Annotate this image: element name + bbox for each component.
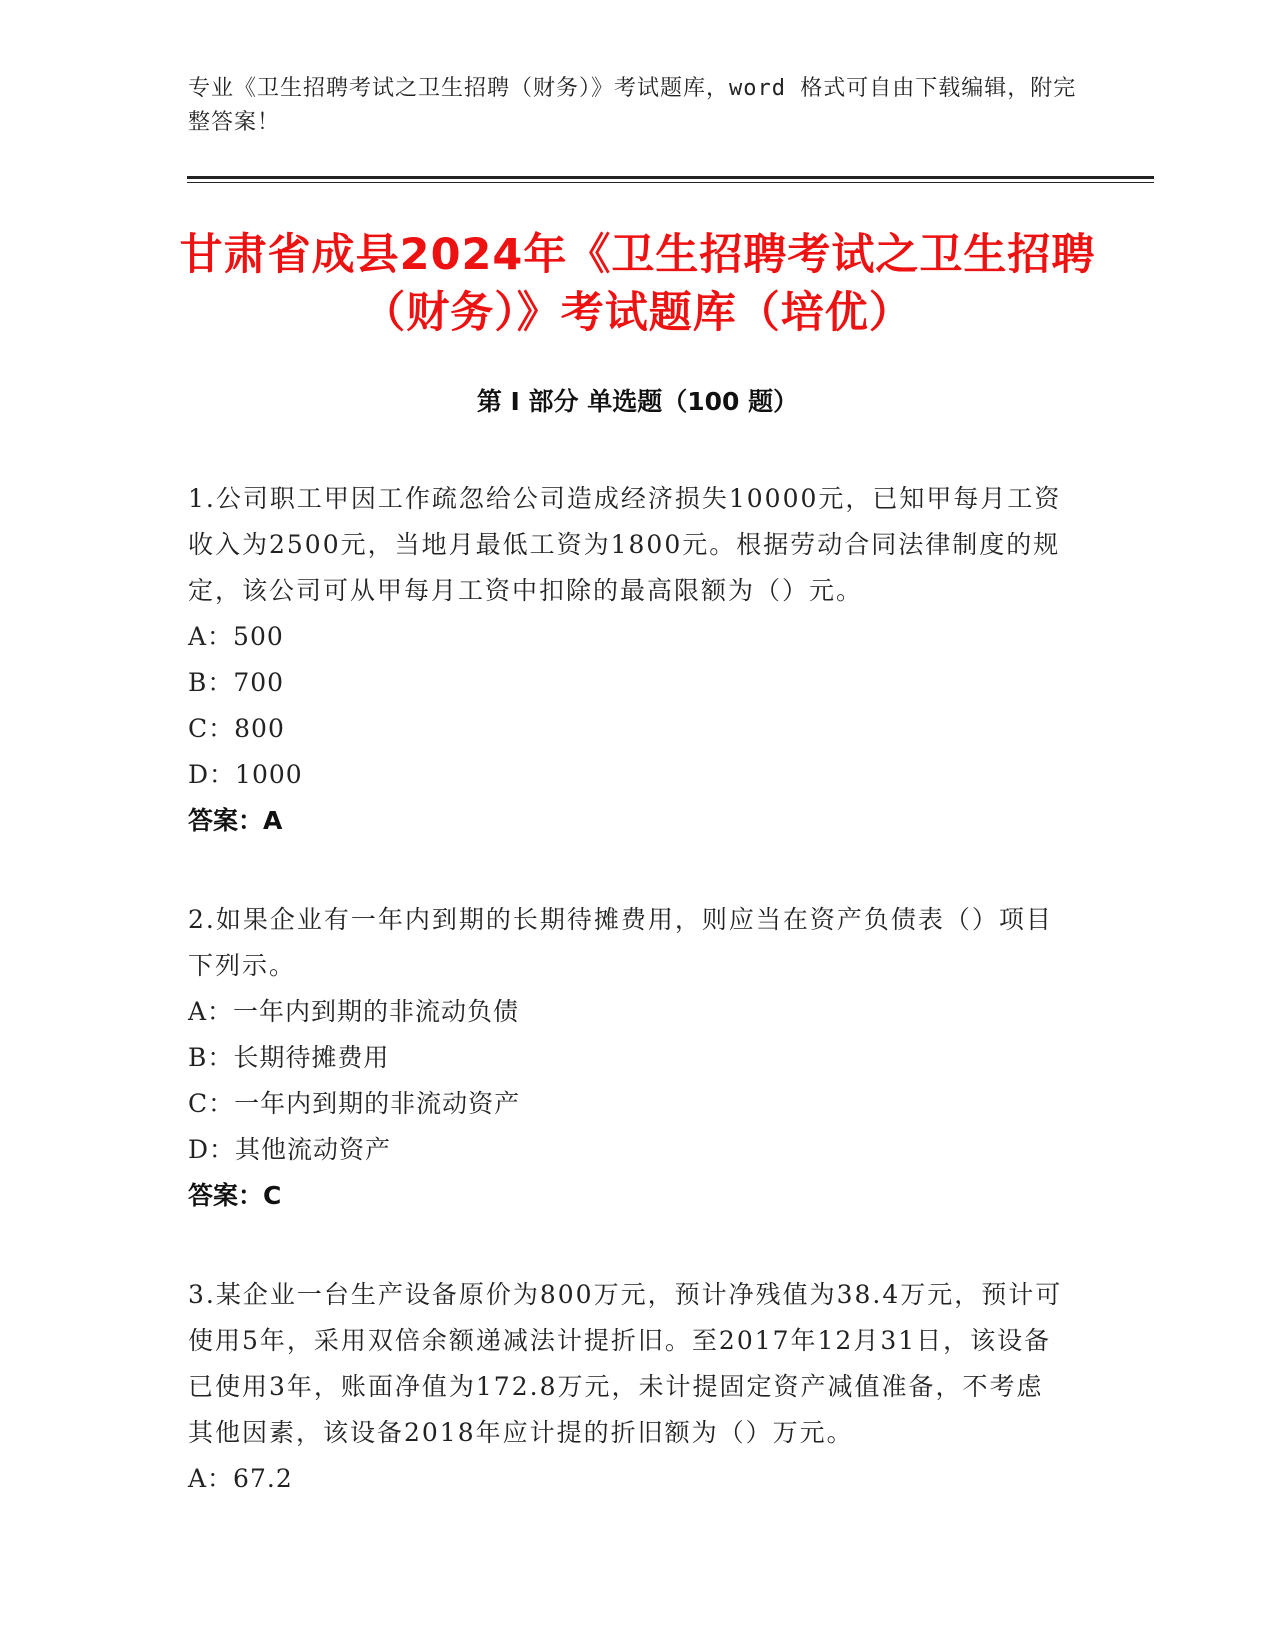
question-stem: 1.公司职工甲因工作疏忽给公司造成经济损失10000元，已知甲每月工资收入为2500元，当地月最低工资为1800元。根据劳动合同法律制度的规定，该公司可从甲每月工资中扣除的最高限额为（）元。 xyxy=(188,484,1062,605)
option-d: D：其他流动资产 xyxy=(188,1135,392,1164)
option-c: C：一年内到期的非流动资产 xyxy=(188,1089,521,1118)
option-a: A：67.2 xyxy=(188,1464,293,1493)
header-divider-thin xyxy=(187,182,1154,183)
question-list xyxy=(188,476,1068,1555)
question-1 xyxy=(188,476,1068,844)
question-stem: 3.某企业一台生产设备原价为800万元，预计净残值为38.4万元，预计可使用5年，采用双倍余额递减法计提折旧。至2017年12月31日，该设备已使用3年，账面净值为172.8万元，未计提固定资产减值准备，不考虑其他因素，该设备2018年应计提的折旧额为（）万元。 xyxy=(188,1280,1063,1447)
header-note: 专业《卫生招聘考试之卫生招聘（财务）》考试题库，word 格式可自由下载编辑，附完整答案！ xyxy=(188,76,1077,135)
question-2 xyxy=(188,897,1068,1219)
option-b: B：700 xyxy=(188,668,285,697)
question-3 xyxy=(188,1272,1068,1502)
section-title: 第 I 部分 单选题（100 题） xyxy=(476,387,799,416)
option-a: A：500 xyxy=(188,622,284,651)
question-stem: 2.如果企业有一年内到期的长期待摊费用，则应当在资产负债表（）项目下列示。 xyxy=(188,905,1053,980)
answer: 答案：A xyxy=(188,806,283,835)
option-d: D：1000 xyxy=(188,760,303,789)
option-b: B：长期待摊费用 xyxy=(188,1043,390,1072)
document-title: 甘肃省成县2024年《卫生招聘考试之卫生招聘（财务）》考试题库（培优） xyxy=(179,230,1096,338)
answer: 答案：C xyxy=(188,1181,282,1210)
header-divider-thick xyxy=(187,176,1154,179)
option-a: A：一年内到期的非流动负债 xyxy=(188,997,520,1026)
option-c: C：800 xyxy=(188,714,285,743)
